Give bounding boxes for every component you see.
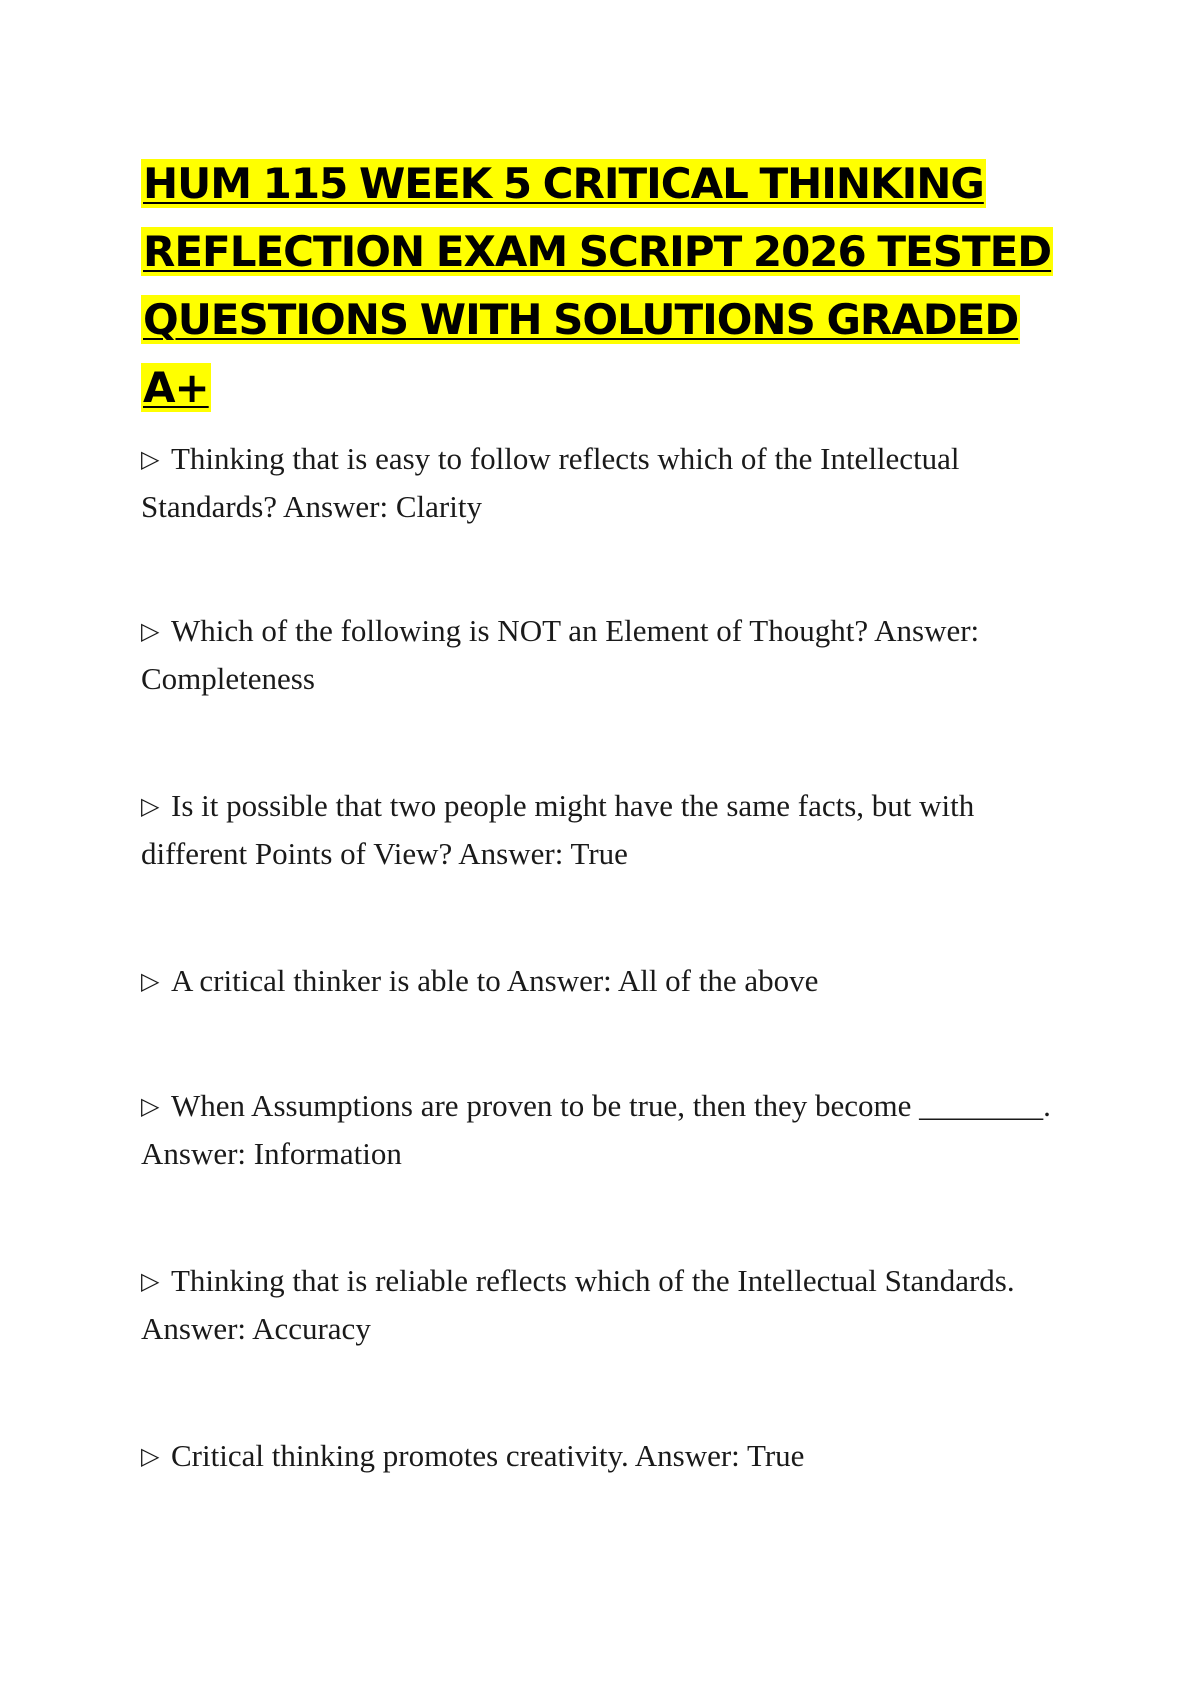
question-text: Critical thinking promotes creativity. Answer: True bbox=[171, 1438, 805, 1473]
question-item-5 bbox=[141, 1082, 1081, 1177]
question-item-1 bbox=[141, 435, 1081, 530]
question-text: When Assumptions are proven to be true, then they become ________. Answer: Information bbox=[141, 1088, 1051, 1171]
question-text: Which of the following is NOT an Element of Thought? Answer: Completeness bbox=[141, 613, 980, 696]
triangle-bullet-icon: ▷ bbox=[141, 617, 160, 645]
document-title bbox=[141, 150, 1081, 422]
question-item-6 bbox=[141, 1257, 1081, 1352]
question-item-3 bbox=[141, 782, 1081, 877]
document-title-text: HUM 115 WEEK 5 CRITICAL THINKING REFLECTION EXAM SCRIPT 2026 TESTED QUESTIONS WITH SOLUTIONS GRADED A+ bbox=[143, 159, 1052, 412]
question-text: A critical thinker is able to Answer: All of the above bbox=[171, 963, 819, 998]
triangle-bullet-icon: ▷ bbox=[141, 1092, 160, 1120]
question-text: Is it possible that two people might have the same facts, but with different Points of View? Answer: True bbox=[141, 788, 975, 871]
triangle-bullet-icon: ▷ bbox=[141, 1267, 160, 1295]
question-item-4 bbox=[141, 957, 1081, 1005]
triangle-bullet-icon: ▷ bbox=[141, 792, 160, 820]
triangle-bullet-icon: ▷ bbox=[141, 1442, 160, 1470]
triangle-bullet-icon: ▷ bbox=[141, 445, 160, 473]
question-text: Thinking that is reliable reflects which of the Intellectual Standards. Answer: Accuracy bbox=[141, 1263, 1015, 1346]
question-item-2 bbox=[141, 607, 1081, 702]
question-item-7 bbox=[141, 1432, 1081, 1480]
question-text: Thinking that is easy to follow reflects which of the Intellectual Standards? Answer: Clarity bbox=[141, 441, 960, 524]
triangle-bullet-icon: ▷ bbox=[141, 967, 160, 995]
